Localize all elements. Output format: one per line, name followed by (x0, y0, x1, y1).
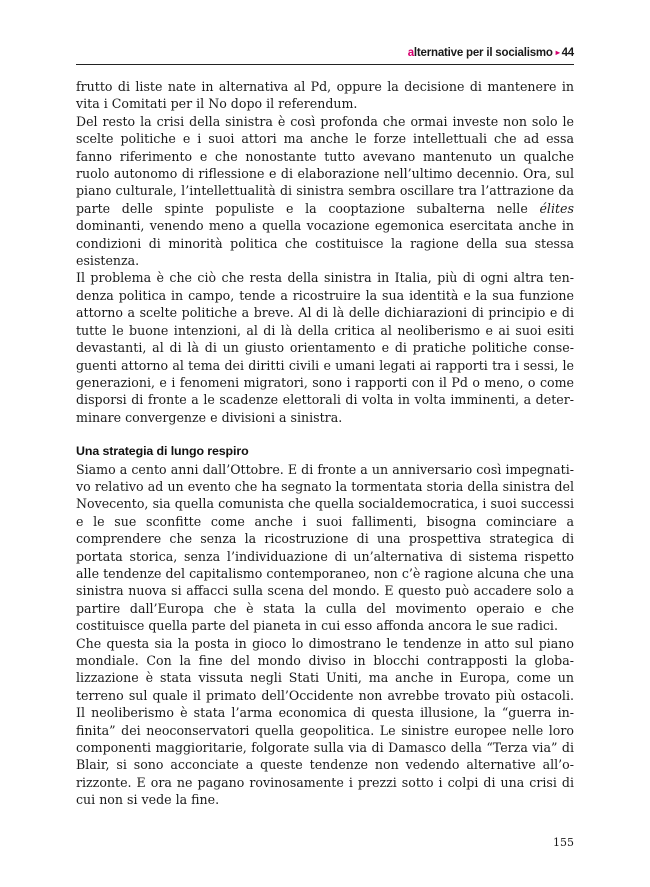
arrow-icon: ▸ (555, 48, 560, 57)
article-body (76, 78, 574, 809)
paragraph-text: dominanti, venendo meno a quella vocazione egemonica esercitata anche in condizioni di minorità politica che costituisce la ragione della sua stessa esistenza. (76, 218, 574, 269)
issue-number: 44 (561, 47, 574, 59)
journal-title: lternative per il socialismo (413, 47, 553, 59)
paragraph-text: Del resto la crisi della sinistra è così profonda che ormai investe non solo le scelte politiche e i suoi attori ma anche le forze intellettuali che ad essa fanno riferimento e che nonostante tutto avevano mantenuto un qualche ruolo autonomo di riflessione e di elaborazione nell’ultimo decennio. Ora, sul piano culturale, l’intellettualità di sinistra sembra oscillare tra l’attrazione da parte delle spinte populiste e la cooptazione subalterna nelle (76, 113, 574, 216)
italic-term: élites (539, 200, 574, 216)
paragraph (76, 113, 574, 270)
running-header (76, 47, 574, 59)
paragraph: Siamo a cento anni dall’Ottobre. E di fronte a un anniversario così impegnativo relativo ad un evento che ha segnato la tormentata storia della sinistra del Novecento, sia quella comunista che quella socialdemocratica, i suoi successi e le sue sconfitte come anche i suoi fallimenti, bisogna cominciare a comprendere che senza la ricostruzione di una prospettiva strategica di portata storica, senza l’individuazione di un’alternativa di sistema rispetto alle tendenze del capitalismo contemporaneo, non c’è ragione alcuna che una sinistra nuova si affacci sulla scena del mondo. E questo può accadere solo a partire dall’Europa che è stata la culla del movimento operaio e che costituisce quella parte del pianeta in cui esso affonda ancora le sue radici. (76, 461, 574, 634)
paragraph: Il problema è che ciò che resta della sinistra in Italia, più di ogni altra tendenza politica in campo, tende a ricostruire la sua identità e la sua funzione attorno a scelte politiche a breve. Al di là delle dichiarazioni di principio e di tutte le buone intenzioni, al di là della critica al neoliberismo e ai suoi esiti devastanti, al di là di un giusto orientamento e di pratiche politiche conseguenti attorno al tema dei diritti civili e umani legati ai rapporti tra i sessi, le generazioni, e i fenomeni migratori, sono i rapporti con il Pd o meno, o come disporsi di fronte a le scadenze elettorali di volta in volta imminenti, a determinare convergenze e divisioni a sinistra. (76, 270, 574, 425)
journal-title-initial: a (407, 47, 414, 59)
paragraph: frutto di liste nate in alternativa al Pd, oppure la decisione di mantenere in vita i Comitati per il No dopo il referendum. (76, 79, 574, 112)
header-rule (76, 64, 574, 65)
paragraph: Che questa sia la posta in gioco lo dimostrano le tendenze in atto sul piano mondiale. Con la fine del mondo diviso in blocchi contrapposti la globalizzazione è stata vissuta negli Stati Uniti, ma anche in Europa, come un terreno sul quale il primato dell’Occidente non avrebbe trovato più ostacoli. Il neoliberismo è stata l’arma economica di questa illusione, la “guerra infinita” dei neoconservatori quella geopolitica. Le sinistre europee nelle loro componenti maggioritarie, folgorate sulla via di Damasco della “Terza via” di Blair, si sono acconciate a queste tendenze non vedendo alternative all’orizzonte. E ora ne pagano rovinosamente i prezzi sotto i colpi di una crisi di cui non si vede la fine. (76, 635, 574, 808)
section-heading: Una strategia di lungo respiro (76, 444, 249, 459)
page-number: 155 (553, 836, 574, 849)
